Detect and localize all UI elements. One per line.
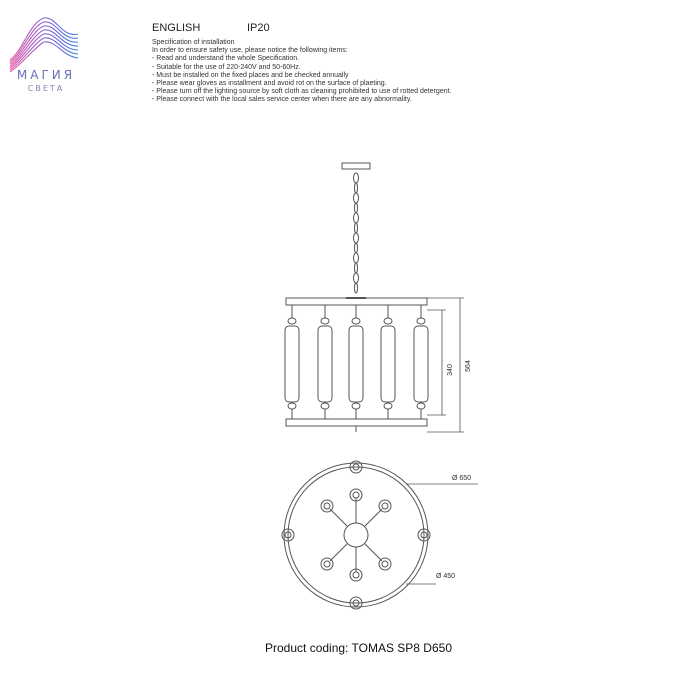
spec-intro: In order to ensure safety use, please notice the following items: — [152, 47, 348, 55]
dim-height-total: 564 — [465, 360, 472, 372]
glass-tube — [381, 305, 395, 419]
top-ring — [286, 298, 427, 305]
spec-item: - Suitable for the use of 220-240V and 50-60Hz. — [152, 63, 301, 71]
logo-wordmark: МАГИЯ — [16, 68, 76, 82]
suspension-chain — [354, 173, 359, 293]
dim-diameter-outer: Ø 650 — [452, 475, 472, 482]
dimension-lines — [427, 298, 464, 432]
spec-item: - Please wear gloves as installment and avoid rot on the surface of plaeting. — [152, 80, 387, 88]
ip-rating: IP20 — [247, 22, 270, 34]
logo-subtitle: СВЕТА — [27, 84, 65, 93]
dim-diameter-inner: Ø 450 — [436, 573, 456, 580]
glass-tube — [349, 305, 363, 419]
glass-tube — [318, 305, 332, 419]
bottom-ring — [286, 419, 427, 426]
dim-height-inner: 340 — [447, 364, 454, 376]
spec-item: - Please connect with the local sales service center when there are any abnormality. — [152, 96, 412, 104]
ceiling-canopy — [342, 163, 370, 169]
plan-view — [282, 461, 478, 609]
product-coding: Product coding: TOMAS SP8 D650 — [265, 641, 452, 655]
spec-item: - Please turn off the lighting source by soft cloth as cleaning prohibited to use of rotted detergent. — [152, 88, 452, 96]
spec-item: - Read and understand the whole Specification. — [152, 55, 300, 63]
glass-tube — [414, 305, 428, 419]
language-label: ENGLISH — [152, 22, 201, 34]
glass-tube — [285, 305, 299, 419]
spec-title: Specification of installation — [152, 39, 235, 46]
spec-item: - Must be installed on the fixed places and be checked annually — [152, 71, 349, 79]
